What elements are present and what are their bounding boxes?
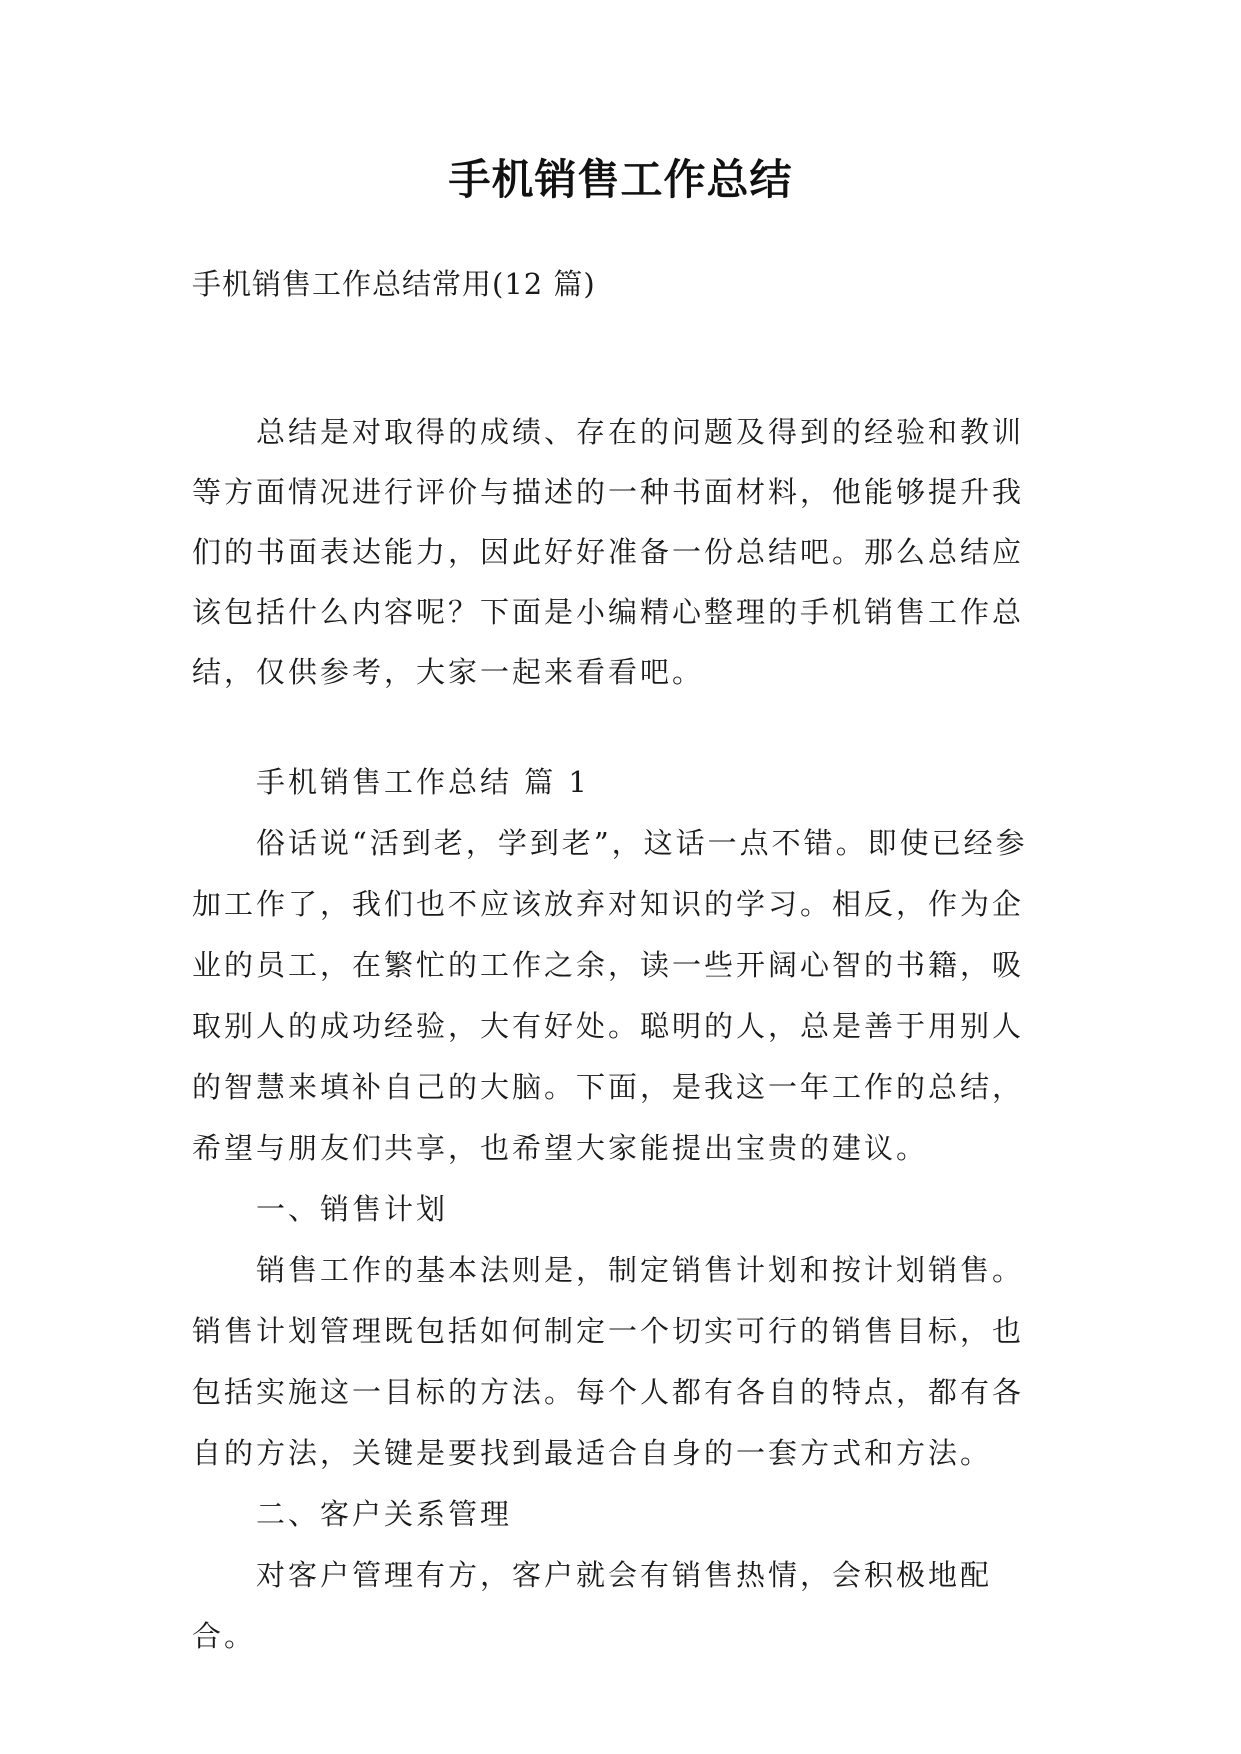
- subsection-heading-sales-plan: 一、销售计划: [256, 1192, 449, 1226]
- document-title: 手机销售工作总结: [448, 155, 793, 204]
- document-subtitle: 手机销售工作总结常用(12 篇): [192, 267, 596, 301]
- body-paragraph: 俗话说“活到老，学到老”，这话一点不错。即使已经参加工作了，我们也不应该放弃对知识的学习。相反，作为企业的员工，在繁忙的工作之余，读一些开阔心智的书籍，吸取别人的成功经验，大有好处。聪明的人，总是善于用别人的智慧来填补自己的大脑。下面，是我这一年工作的总结，希望与朋友们共享，也希望大家能提出宝贵的建议。: [192, 826, 1028, 1165]
- intro-block: [192, 402, 1048, 702]
- section-1: [192, 752, 1048, 1667]
- body-paragraph: 对客户管理有方，客户就会有销售热情，会积极地配合。: [192, 1558, 993, 1653]
- subsection-heading-customer-relations: 二、客户关系管理: [256, 1497, 513, 1531]
- body-paragraph: 销售工作的基本法则是，制定销售计划和按计划销售。销售计划管理既包括如何制定一个切实可行的销售目标，也包括实施这一目标的方法。每个人都有各自的特点，都有各自的方法，关键是要找到最适合自身的一套方式和方法。: [192, 1253, 1025, 1470]
- section-heading: 手机销售工作总结 篇 1: [256, 765, 590, 799]
- intro-paragraph: 总结是对取得的成绩、存在的问题及得到的经验和教训等方面情况进行评价与描述的一种书面材料，他能够提升我们的书面表达能力，因此好好准备一份总结吧。那么总结应该包括什么内容呢？下面是小编精心整理的手机销售工作总结，仅供参考，大家一起来看看吧。: [192, 415, 1025, 689]
